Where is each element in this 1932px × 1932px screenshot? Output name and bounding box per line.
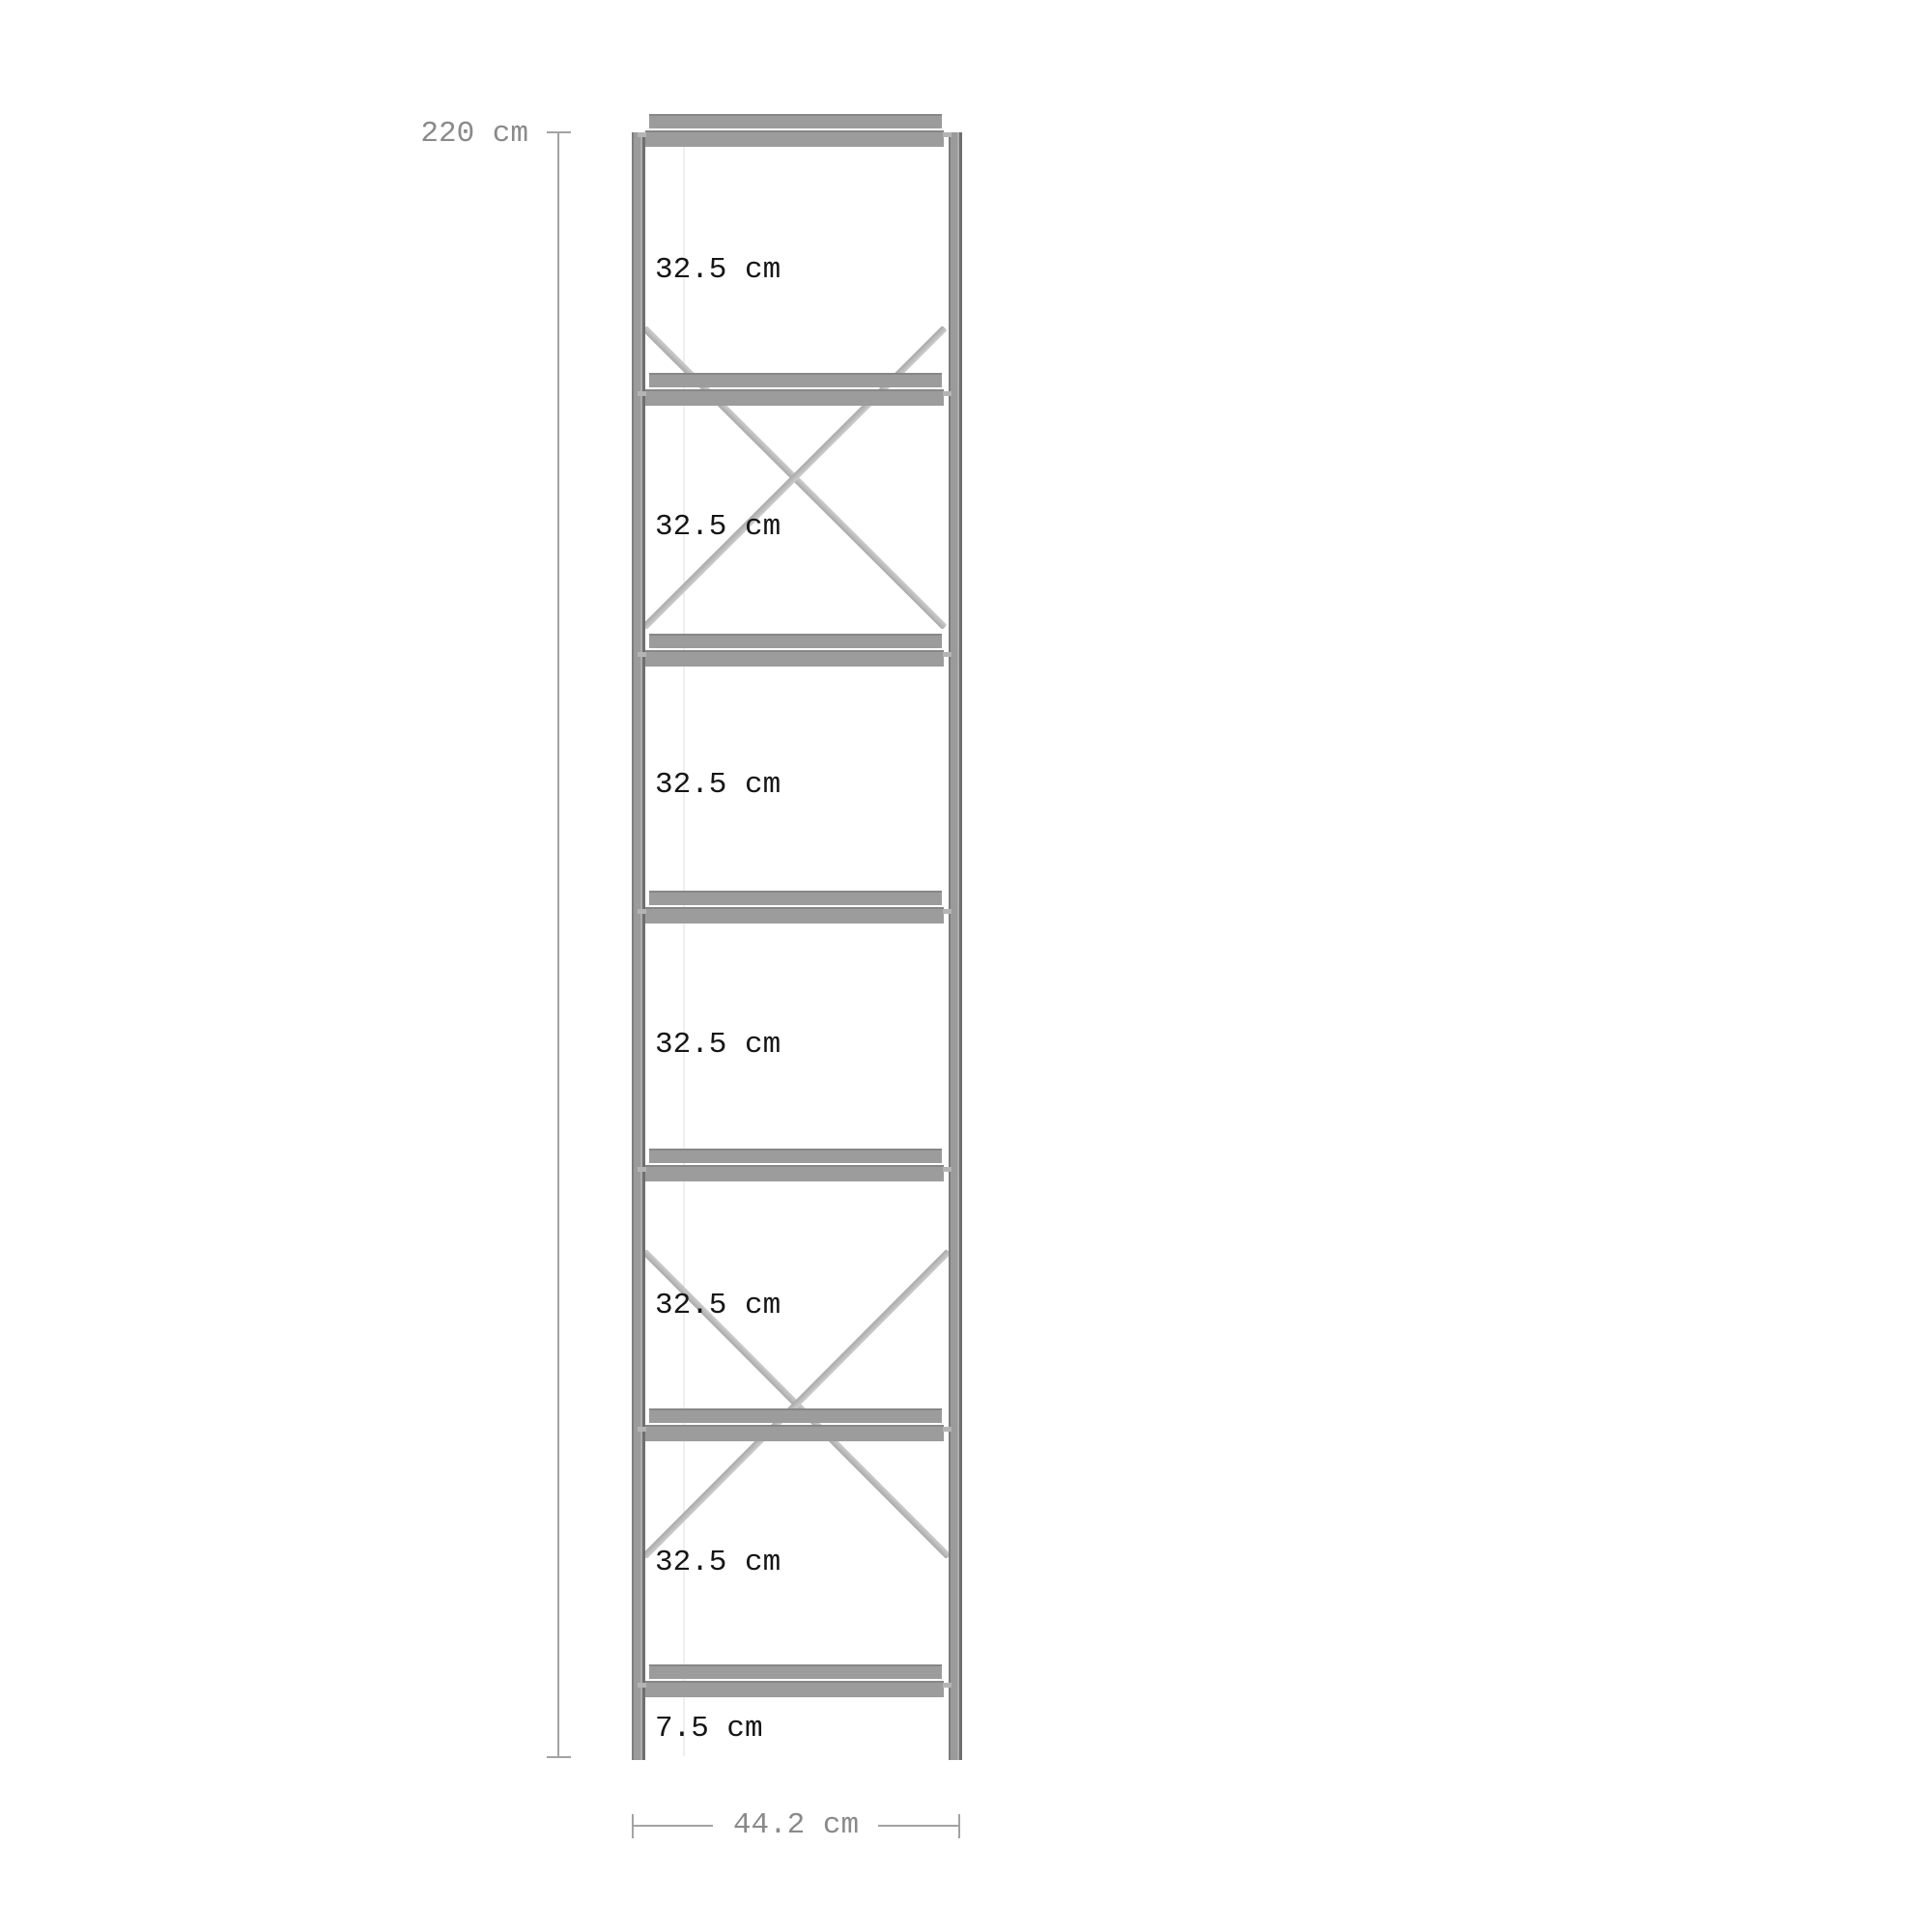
shelf-left-bracket: [638, 391, 646, 396]
shelf-beam-lower: [645, 389, 944, 406]
shelf-beam-upper: [649, 1408, 942, 1423]
height-dimension-tick-top: [547, 131, 571, 133]
shelf-right-bracket: [943, 391, 952, 396]
shelf-beam-lower: [645, 650, 944, 667]
shelf-5: [645, 1149, 944, 1181]
shelf-right-bracket: [943, 132, 952, 137]
shelf-right-bracket: [943, 1683, 952, 1688]
section-4-height-label: 32.5 cm: [655, 1028, 781, 1062]
section-3-height-label: 32.5 cm: [655, 768, 781, 802]
shelf-left-bracket: [638, 1683, 646, 1688]
height-dimension-line: [557, 132, 559, 1758]
shelf-1-top: [645, 114, 944, 147]
shelf-beam-lower: [645, 1681, 944, 1697]
shelf-beam-upper: [649, 891, 942, 905]
right-upright-post: [949, 132, 962, 1760]
shelf-right-bracket: [943, 652, 952, 657]
shelf-3: [645, 634, 944, 667]
shelf-6: [645, 1408, 944, 1441]
shelf-beam-upper: [649, 114, 942, 128]
section-6-height-label: 32.5 cm: [655, 1546, 781, 1579]
shelf-left-bracket: [638, 652, 646, 657]
total-height-label: 220 cm: [420, 117, 528, 151]
section-2-height-label: 32.5 cm: [655, 510, 781, 544]
shelf-4: [645, 891, 944, 923]
height-dimension-tick-bottom: [547, 1756, 571, 1758]
shelf-right-bracket: [943, 909, 952, 914]
shelf-left-bracket: [638, 1167, 646, 1172]
shelf-beam-upper: [649, 1664, 942, 1679]
shelf-beam-lower: [645, 1425, 944, 1441]
shelf-beam-upper: [649, 1149, 942, 1163]
width-dimension-line-left: [634, 1825, 713, 1827]
shelf-2: [645, 373, 944, 406]
shelf-left-bracket: [638, 1427, 646, 1432]
width-dimension-line-right: [878, 1825, 959, 1827]
shelf-beam-upper: [649, 634, 942, 648]
shelf-right-bracket: [943, 1427, 952, 1432]
shelf-7-bottom: [645, 1664, 944, 1697]
shelf-left-bracket: [638, 132, 646, 137]
total-width-label: 44.2 cm: [732, 1808, 860, 1842]
shelf-beam-lower: [645, 130, 944, 147]
left-upright-post: [632, 132, 645, 1760]
shelf-beam-lower: [645, 1165, 944, 1181]
base-height-label: 7.5 cm: [655, 1712, 763, 1746]
section-5-height-label: 32.5 cm: [655, 1289, 781, 1322]
section-1-height-label: 32.5 cm: [655, 253, 781, 287]
shelf-right-bracket: [943, 1167, 952, 1172]
shelf-left-bracket: [638, 909, 646, 914]
shelf-beam-lower: [645, 907, 944, 923]
shelf-beam-upper: [649, 373, 942, 387]
